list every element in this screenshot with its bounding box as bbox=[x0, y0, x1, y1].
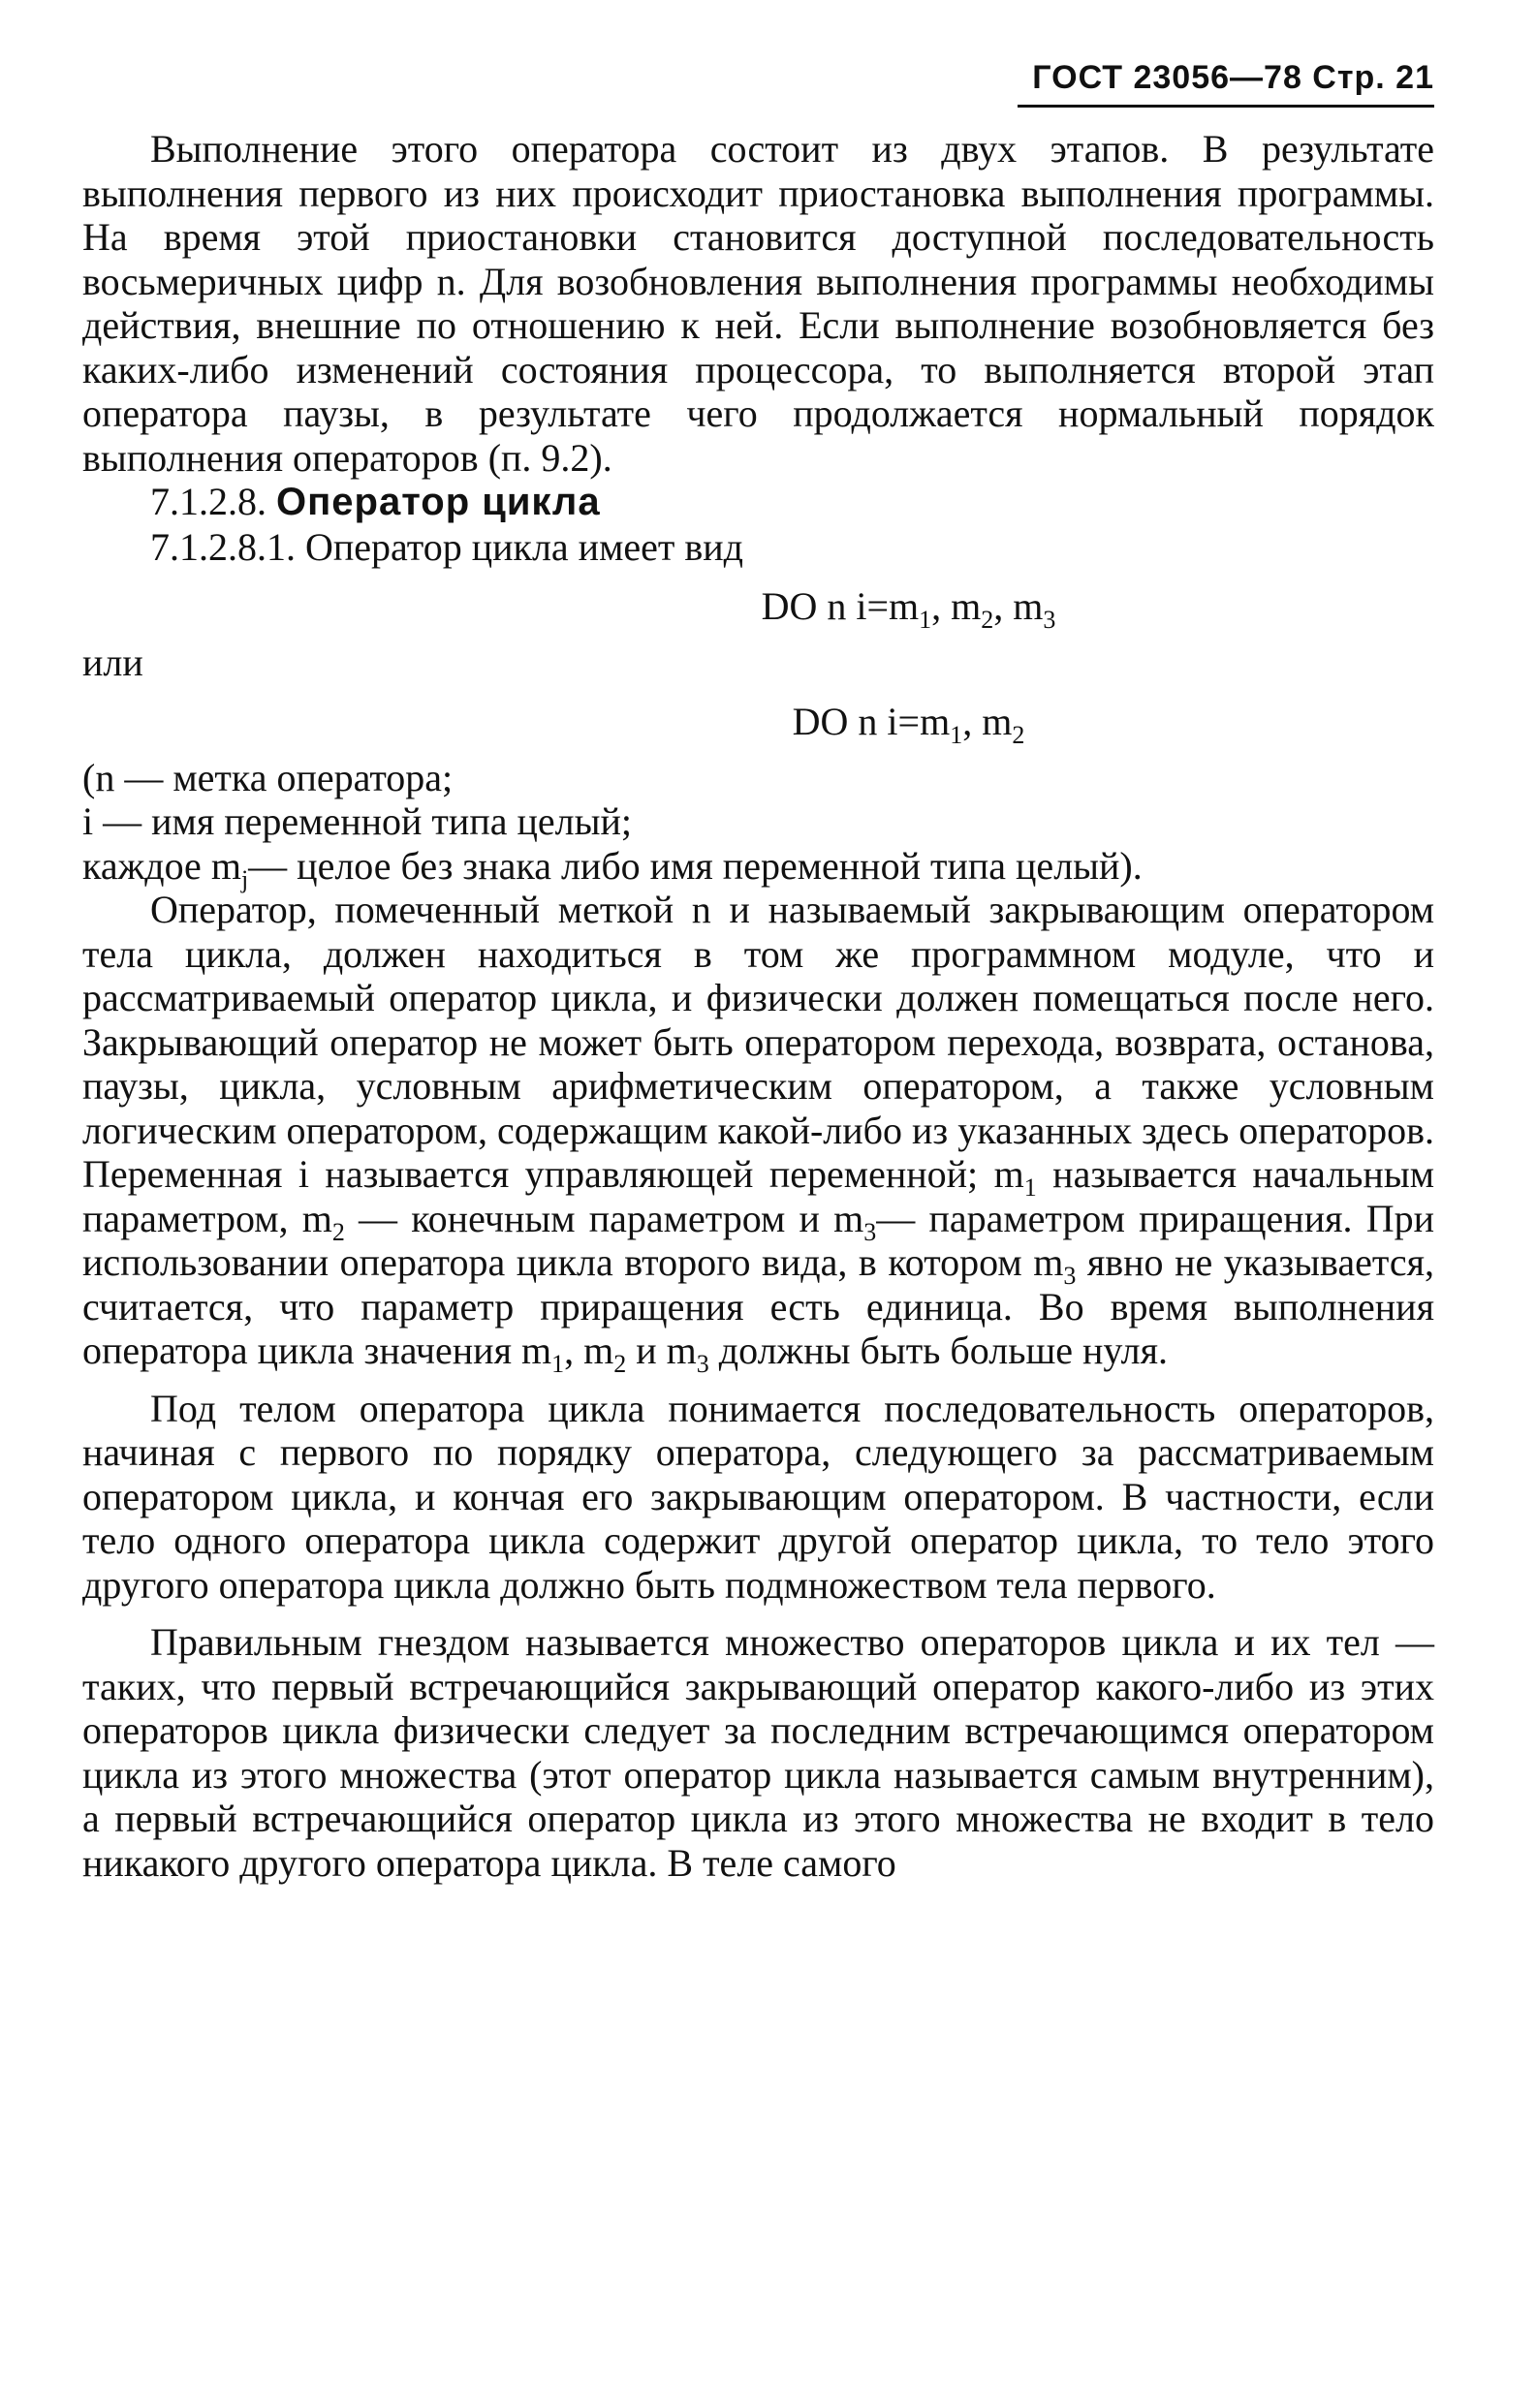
paragraph-closing-operator: Оператор, помеченный меткой n и называемый закрывающим оператором тела цикла, должен находиться в том же программном модуле, что и рассматриваемый оператор цикла, и физически должен помещаться после него. Закрывающий оператор не может быть оператором перехода, возврата, останова, паузы, цикла, условным арифметическим оператором, а также условным логическим оператором, содержащим какой-либо из указанных здесь операторов. Переменная i называется управляющей переменной; $m_1$ называется начальным параметром, $m_2$ — конечным параметром и $m_3—$ параметром приращения. При использовании оператора цикла второго вида, в котором $m_3$ явно не указывается, считается, что параметр приращения есть единица. Во время выполнения оператора цикла значения $m_1$, $m_2$ и $m_3$ должны быть больше нуля. bbox=[82, 888, 1435, 1378]
paragraph-pause-operator: Выполнение этого оператора состоит из двух этапов. В результате выполнения первого из них происходит приостановка выполнения программы. На время этой приостановки становится доступной последовательность восьмеричных цифр n. Для возобновления выполнения программы необходимы действия, внешние по отношению к ней. Если выполнение возобновляется без каких-либо изменений состояния процессора, то выполняется второй этап оператора паузы, в результате чего продолжается нормальный порядок выполнения операторов (п. 9.2). bbox=[82, 127, 1434, 480]
document-body bbox=[82, 127, 1434, 1885]
formula-do-three-params: DO n $i=m_1$, $m_2$, $m_3$ bbox=[761, 584, 1056, 634]
definition-line-mj: каждое $m_j—$ целое без знака либо имя переменной типа целый). bbox=[82, 843, 1143, 893]
definition-line-n: (n — метка оператора; bbox=[82, 755, 454, 799]
paragraph-proper-nest: Правильным гнездом называется множество операторов цикла и их тел — таких, что первый встречающийся закрывающий оператор какого-либо из этих операторов цикла физически следует за последним встречающимся оператором цикла из этого множества (этот оператор цикла называется самым внутренним), а первый встречающийся оператор цикла из этого множества не входит в тело никакого другого оператора цикла. В теле самого bbox=[82, 1620, 1434, 1885]
section-title: Оператор цикла bbox=[276, 481, 601, 523]
section-number: 7.1.2.8. bbox=[150, 480, 266, 523]
definition-line-i: i — имя переменной типа целый; bbox=[82, 799, 632, 843]
section-heading bbox=[82, 480, 1434, 525]
running-header: ГОСТ 23056—78 Стр. 21 bbox=[1018, 58, 1434, 108]
formula-do-two-params: DO n $i=m_1$, $m_2$ bbox=[792, 700, 1025, 749]
or-word: или bbox=[82, 640, 143, 684]
document-page bbox=[82, 58, 1434, 1885]
subsection-intro: 7.1.2.8.1. Оператор цикла имеет вид bbox=[150, 524, 744, 569]
paragraph-loop-body: Под телом оператора цикла понимается последовательность операторов, начиная с первого по порядку оператора, следующего за рассматриваемым оператором цикла, и кончая его закрывающим оператором. В частности, если тело одного оператора цикла содержит другой оператор цикла, то тело этого другого оператора цикла должно быть подмножеством тела первого. bbox=[82, 1386, 1434, 1607]
